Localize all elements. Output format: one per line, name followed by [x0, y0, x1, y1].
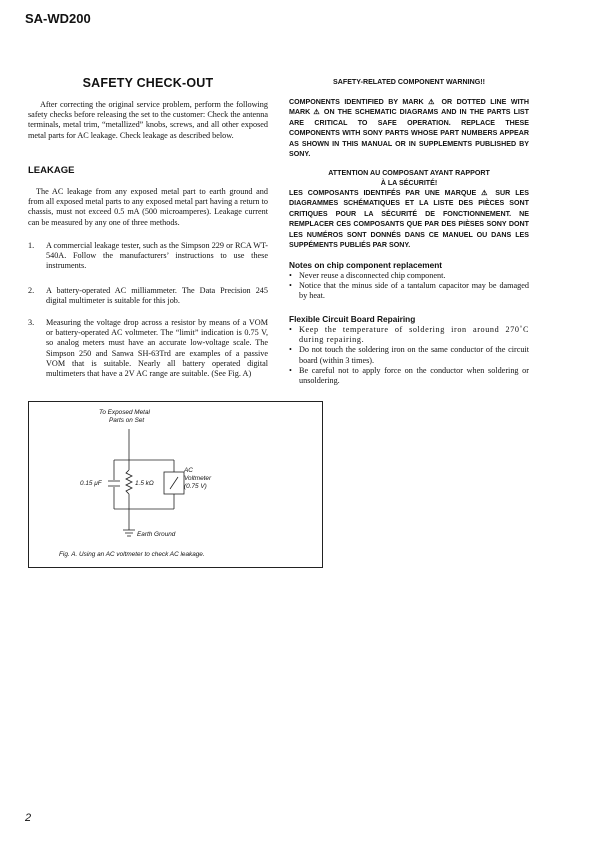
figure-a [28, 401, 323, 568]
voltmeter-label-2: Voltmeter [184, 475, 212, 482]
chip-notes-list [289, 271, 529, 302]
leakage-heading: LEAKAGE [28, 165, 75, 176]
leakage-method-1 [28, 241, 268, 275]
leakage-intro: The AC leakage from any exposed metal part to earth ground and from all exposed metal parts to any exposed metal part having a return to chassis, must not exceed 0.5 mA (500 microamperes). Leakage current can be measured by any one of three methods. [28, 187, 268, 227]
resistor-label: 1.5 kΩ [135, 480, 154, 487]
chip-notes-heading: Notes on chip component replacement [289, 260, 443, 270]
safety-checkout-intro: After correcting the original service problem, perform the following safety checks before releasing the set to the customer: Check the antenna terminals, metal trim, “metallized” knobs, screws, and all other exposed metal parts for AC leakage. Check leakage as described below. [28, 100, 268, 140]
list-text: Measuring the voltage drop across a resistor by means of a VOM or battery-operated AC voltmeter. The “limit” indication is 0.75 V, so analog meters must have an accurate low-voltage scale. The Simpson 250 and Sanwa SH-63Trd are examples of a passive VOM that is suitable. Nearly all battery operated digital multimeters that have a 2V AC range are suitable. (See Fig. A) [46, 318, 268, 379]
voltmeter-label-3: (0.75 V) [184, 483, 207, 490]
voltmeter-needle [170, 477, 178, 489]
list-text: A commercial leakage tester, such as the Simpson 229 or RCA WT-540A. Follow the manufacturers’ instructions to use these instruments. [46, 241, 268, 271]
ground-label: Earth Ground [137, 531, 176, 538]
leakage-method-3 [28, 318, 268, 394]
figure-top-label-1: To Exposed Metal [99, 409, 150, 416]
model-number: SA-WD200 [25, 11, 91, 26]
warning-fr-title-1: ATTENTION AU COMPOSANT AYANT RAPPORT [328, 169, 490, 177]
list-item: • Notice that the minus side of a tantalum capacitor may be damaged by heat. [289, 281, 529, 301]
warning-en-title: SAFETY-RELATED COMPONENT WARNING!! [333, 78, 485, 86]
leakage-method-2 [28, 286, 268, 310]
figure-top-label-2: Parts on Set [109, 417, 145, 424]
list-number: 3. [28, 318, 35, 327]
list-item: • Never reuse a disconnected chip component. [289, 271, 529, 281]
page-number: 2 [25, 812, 32, 824]
list-text: A battery-operated AC milliammeter. The Data Precision 245 digital multimeter is suitable for this job. [46, 286, 268, 306]
list-item: • Keep the temperature of soldering iron around 270˚C during repairing. [289, 325, 529, 345]
list-item: • Be careful not to apply force on the conductor when soldering or unsoldering. [289, 366, 529, 386]
warning-fr-title-2: À LA SÉCURITÉ! [380, 179, 438, 187]
safety-checkout-title: SAFETY CHECK-OUT [82, 76, 214, 90]
warning-fr-body: LES COMPOSANTS IDENTIFÉS PAR UNE MARQUE ⚠ SUR LES DIAGRAMMES SCHÉMATIQUES ET LA LISTE DES PIÈCES SONT CRITIQUES POUR LA SÉCURITÉ DE FONCTIONNEMENT. NE REMPLACER CES COMPOSANTS QUE PAR DES PIÈSES SONY DONT LES NUMÉROS SONT DONNÉS DANS CE MANUEL OU DANS LES SUPPÉMENTS PUBLIÉS PAR SONY. [289, 189, 529, 250]
warning-en-body: COMPONENTS IDENTIFIED BY MARK ⚠ OR DOTTED LINE WITH MARK ⚠ ON THE SCHEMATIC DIAGRAMS AND IN THE PARTS LIST ARE CRITICAL TO SAFE OPERATION. REPLACE THESE COMPONENTS WITH SONY PARTS WHOSE PART NUMBERS APPEAR AS SHOWN IN THIS MANUAL OR IN SUPPLEMENTS PUBLISHED BY SONY. [289, 98, 529, 159]
figure-caption: Fig. A. Using an AC voltmeter to check AC leakage. [59, 551, 205, 558]
list-item: • Do not touch the soldering iron on the same conductor of the circuit board (within 3 times). [289, 345, 529, 365]
leakage-test-circuit [29, 402, 322, 567]
resistor-zigzag [126, 470, 132, 494]
list-number: 1. [28, 241, 35, 250]
flex-board-heading: Flexible Circuit Board Repairing [289, 314, 416, 324]
voltmeter-label-1: AC [184, 467, 193, 474]
capacitor-label: 0.15 μF [80, 480, 102, 487]
flex-board-list [289, 325, 529, 386]
list-number: 2. [28, 286, 35, 295]
